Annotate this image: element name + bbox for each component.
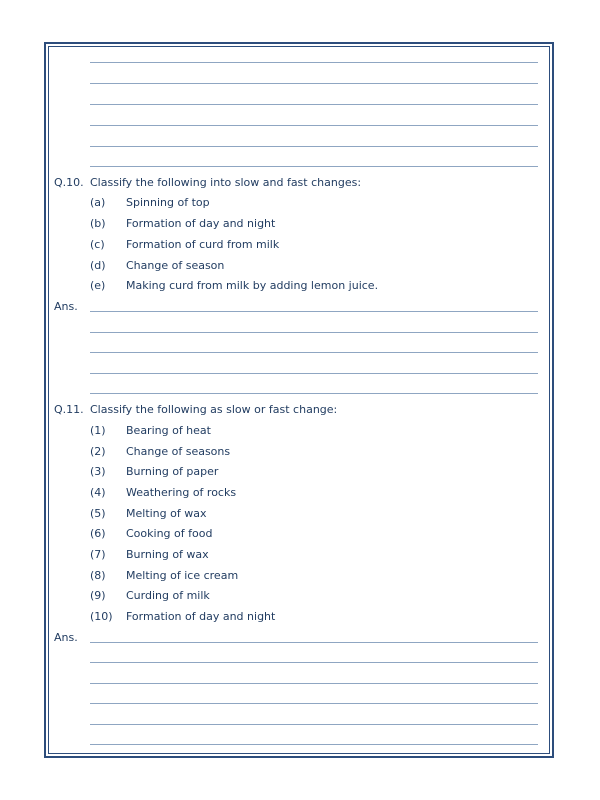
question-11-option-text: Curding of milk [126, 589, 210, 602]
answer-line [90, 393, 538, 394]
question-11-number: Q.11. [54, 403, 84, 416]
question-10-answer-label: Ans. [54, 300, 78, 313]
answer-line [90, 724, 538, 725]
question-11-option-label: (5) [90, 507, 106, 520]
question-10-text: Classify the following into slow and fast changes: [90, 176, 362, 189]
answer-line [90, 352, 538, 353]
question-10-option-text: Change of season [126, 259, 225, 272]
answer-line [90, 744, 538, 745]
page-border-inner [48, 46, 550, 754]
question-11-text: Classify the following as slow or fast change: [90, 403, 338, 416]
question-11-option-label: (8) [90, 569, 106, 582]
question-11-option-text: Burning of wax [126, 548, 209, 561]
answer-line [90, 373, 538, 374]
answer-line [90, 62, 538, 63]
question-11-option-text: Burning of paper [126, 465, 219, 478]
question-11-answer-label: Ans. [54, 631, 78, 644]
answer-line [90, 703, 538, 704]
question-11-option-label: (7) [90, 548, 106, 561]
answer-line [90, 146, 538, 147]
question-11-option-text: Cooking of food [126, 527, 213, 540]
question-11-option-text: Formation of day and night [126, 610, 276, 623]
question-11-option-text: Melting of wax [126, 507, 207, 520]
question-11-option-text: Weathering of rocks [126, 486, 237, 499]
question-11-option-label: (1) [90, 424, 106, 437]
question-10-option-label: (e) [90, 279, 106, 292]
question-11-option-text: Melting of ice cream [126, 569, 239, 582]
question-10-option-text: Spinning of top [126, 196, 210, 209]
question-11-option-label: (4) [90, 486, 106, 499]
answer-line [90, 83, 538, 84]
question-10-option-label: (b) [90, 217, 106, 230]
answer-line [90, 166, 538, 167]
answer-line [90, 683, 538, 684]
question-11-option-label: (2) [90, 445, 106, 458]
question-10-option-label: (c) [90, 238, 105, 251]
question-11-option-label: (10) [90, 610, 113, 623]
question-10-option-text: Formation of day and night [126, 217, 276, 230]
question-11-option-label: (3) [90, 465, 106, 478]
question-10-option-label: (d) [90, 259, 106, 272]
question-11-option-label: (6) [90, 527, 106, 540]
answer-line [90, 332, 538, 333]
question-11-option-text: Change of seasons [126, 445, 231, 458]
question-10-option-text: Formation of curd from milk [126, 238, 280, 251]
question-10-number: Q.10. [54, 176, 84, 189]
answer-line [90, 125, 538, 126]
question-11-option-label: (9) [90, 589, 106, 602]
answer-line [90, 662, 538, 663]
answer-line [90, 642, 538, 643]
answer-line [90, 311, 538, 312]
question-11-option-text: Bearing of heat [126, 424, 211, 437]
answer-line [90, 104, 538, 105]
question-10-option-label: (a) [90, 196, 106, 209]
question-10-option-text: Making curd from milk by adding lemon juice. [126, 279, 379, 292]
